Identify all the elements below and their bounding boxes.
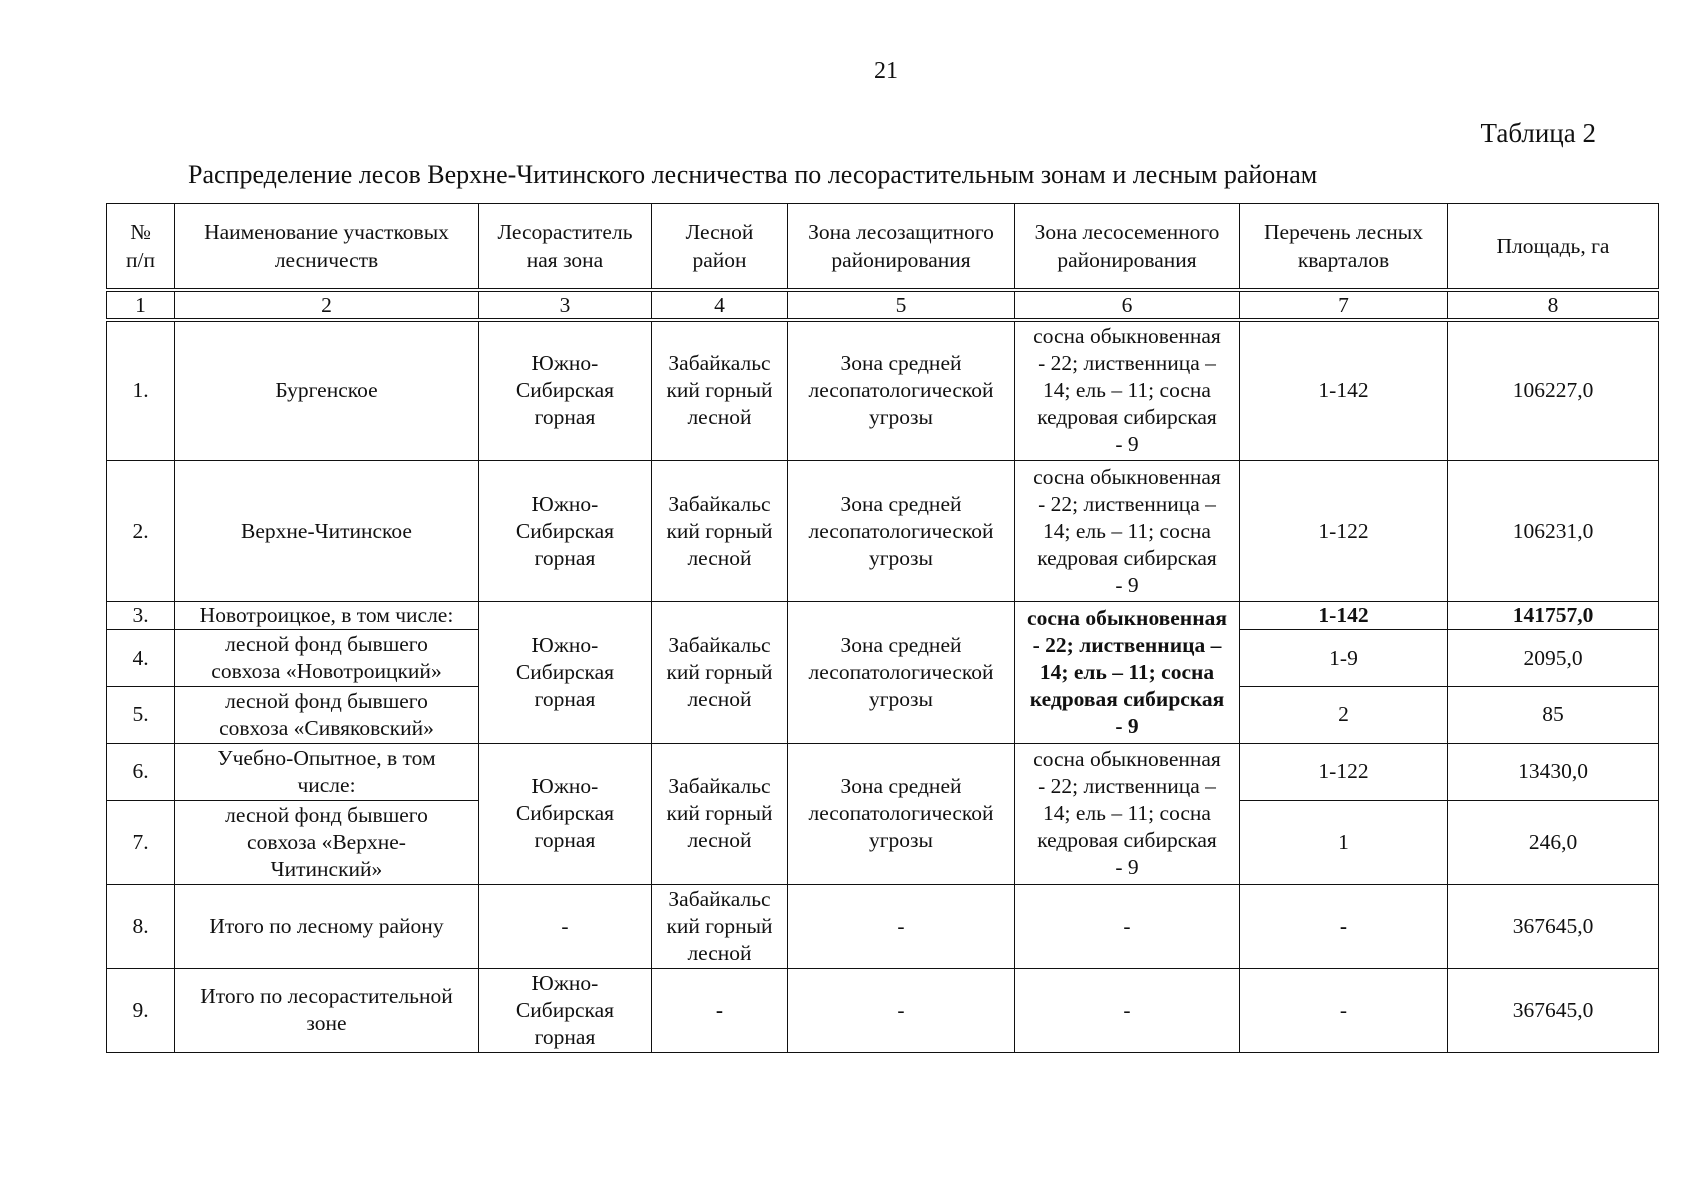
header-name: Наименование участковых лесничеств <box>175 204 479 290</box>
row-protection-zone: Зона средней лесопатологической угрозы <box>788 320 1015 461</box>
column-number: 3 <box>479 290 652 320</box>
row-number: 2. <box>107 461 175 602</box>
row-area: 246,0 <box>1448 800 1659 884</box>
table-label: Таблица 2 <box>1480 118 1596 148</box>
row-forest-district: Забайкальс кий горный лесной <box>652 884 788 968</box>
document-title: Распределение лесов Верхне-Читинского лесничества по лесорастительным зонам и лесным районам <box>188 160 1318 189</box>
column-number: 4 <box>652 290 788 320</box>
row-number: 9. <box>107 968 175 1052</box>
column-number-row <box>107 290 1659 320</box>
header-area: Площадь, га <box>1448 204 1659 290</box>
column-number: 1 <box>107 290 175 320</box>
row-quarters: 1-122 <box>1240 461 1448 602</box>
row-name: Бургенское <box>175 320 479 461</box>
header-forest-district: Лесной район <box>652 204 788 290</box>
row-number: 3. <box>107 602 175 630</box>
row-protection-zone: Зона средней лесопатологической угрозы <box>788 602 1015 743</box>
row-protection-zone: - <box>788 968 1015 1052</box>
row-quarters: 1-9 <box>1240 630 1448 686</box>
row-name: Учебно-Опытное, в том числе: <box>175 743 479 800</box>
row-forest-district: - <box>652 968 788 1052</box>
header-vegetation-zone: Лесораститель ная зона <box>479 204 652 290</box>
row-name: лесной фонд бывшего совхоза «Верхне- Читинский» <box>175 800 479 884</box>
row-seed-zone: - <box>1015 968 1240 1052</box>
table-row <box>107 320 1659 461</box>
row-quarters: - <box>1240 884 1448 968</box>
row-name: Итого по лесному району <box>175 884 479 968</box>
row-area: 367645,0 <box>1448 968 1659 1052</box>
row-protection-zone: Зона средней лесопатологической угрозы <box>788 743 1015 884</box>
row-area: 106231,0 <box>1448 461 1659 602</box>
column-number: 5 <box>788 290 1015 320</box>
row-number: 8. <box>107 884 175 968</box>
row-area: 106227,0 <box>1448 320 1659 461</box>
row-vegetation-zone: Южно- Сибирская горная <box>479 968 652 1052</box>
row-name: лесной фонд бывшего совхоза «Сивяковский» <box>175 686 479 743</box>
header-number: № п/п <box>107 204 175 290</box>
column-number: 8 <box>1448 290 1659 320</box>
row-quarters: 1-122 <box>1240 743 1448 800</box>
row-vegetation-zone: Южно- Сибирская горная <box>479 602 652 743</box>
row-number: 7. <box>107 800 175 884</box>
row-vegetation-zone: Южно- Сибирская горная <box>479 743 652 884</box>
row-name: Новотроицкое, в том числе: <box>175 602 479 630</box>
row-seed-zone: сосна обыкновенная - 22; лиственница – 14; ель – 11; сосна кедровая сибирская - 9 <box>1015 743 1240 884</box>
row-area: 367645,0 <box>1448 884 1659 968</box>
column-number: 2 <box>175 290 479 320</box>
row-quarters: 1-142 <box>1240 320 1448 461</box>
row-seed-zone: сосна обыкновенная - 22; лиственница – 14; ель – 11; сосна кедровая сибирская - 9 <box>1015 461 1240 602</box>
row-name: Верхне-Читинское <box>175 461 479 602</box>
table-row <box>107 461 1659 602</box>
row-number: 1. <box>107 320 175 461</box>
row-name: Итого по лесорастительной зоне <box>175 968 479 1052</box>
row-quarters: 2 <box>1240 686 1448 743</box>
table-row <box>107 968 1659 1052</box>
forest-distribution-table <box>106 203 1659 1053</box>
row-quarters: - <box>1240 968 1448 1052</box>
row-protection-zone: - <box>788 884 1015 968</box>
header-quarters: Перечень лесных кварталов <box>1240 204 1448 290</box>
row-quarters: 1 <box>1240 800 1448 884</box>
row-number: 5. <box>107 686 175 743</box>
row-forest-district: Забайкальс кий горный лесной <box>652 743 788 884</box>
row-area: 2095,0 <box>1448 630 1659 686</box>
column-number: 7 <box>1240 290 1448 320</box>
table-row <box>107 884 1659 968</box>
header-protection-zone: Зона лесозащитного районирования <box>788 204 1015 290</box>
row-vegetation-zone: - <box>479 884 652 968</box>
row-forest-district: Забайкальс кий горный лесной <box>652 320 788 461</box>
row-seed-zone: сосна обыкновенная - 22; лиственница – 14; ель – 11; сосна кедровая сибирская - 9 <box>1015 320 1240 461</box>
table-row <box>107 602 1659 630</box>
row-seed-zone: - <box>1015 884 1240 968</box>
row-seed-zone: сосна обыкновенная - 22; лиственница – 14; ель – 11; сосна кедровая сибирская - 9 <box>1015 602 1240 743</box>
row-area: 13430,0 <box>1448 743 1659 800</box>
row-number: 6. <box>107 743 175 800</box>
row-area: 85 <box>1448 686 1659 743</box>
table-row <box>107 743 1659 800</box>
row-protection-zone: Зона средней лесопатологической угрозы <box>788 461 1015 602</box>
row-area: 141757,0 <box>1448 602 1659 630</box>
row-vegetation-zone: Южно- Сибирская горная <box>479 320 652 461</box>
header-seed-zone: Зона лесосеменного районирования <box>1015 204 1240 290</box>
row-forest-district: Забайкальс кий горный лесной <box>652 461 788 602</box>
row-name: лесной фонд бывшего совхоза «Новотроицкий» <box>175 630 479 686</box>
row-quarters: 1-142 <box>1240 602 1448 630</box>
row-number: 4. <box>107 630 175 686</box>
column-number: 6 <box>1015 290 1240 320</box>
row-vegetation-zone: Южно- Сибирская горная <box>479 461 652 602</box>
table-header-row <box>107 204 1659 290</box>
page-number: 21 <box>874 58 898 84</box>
row-forest-district: Забайкальс кий горный лесной <box>652 602 788 743</box>
